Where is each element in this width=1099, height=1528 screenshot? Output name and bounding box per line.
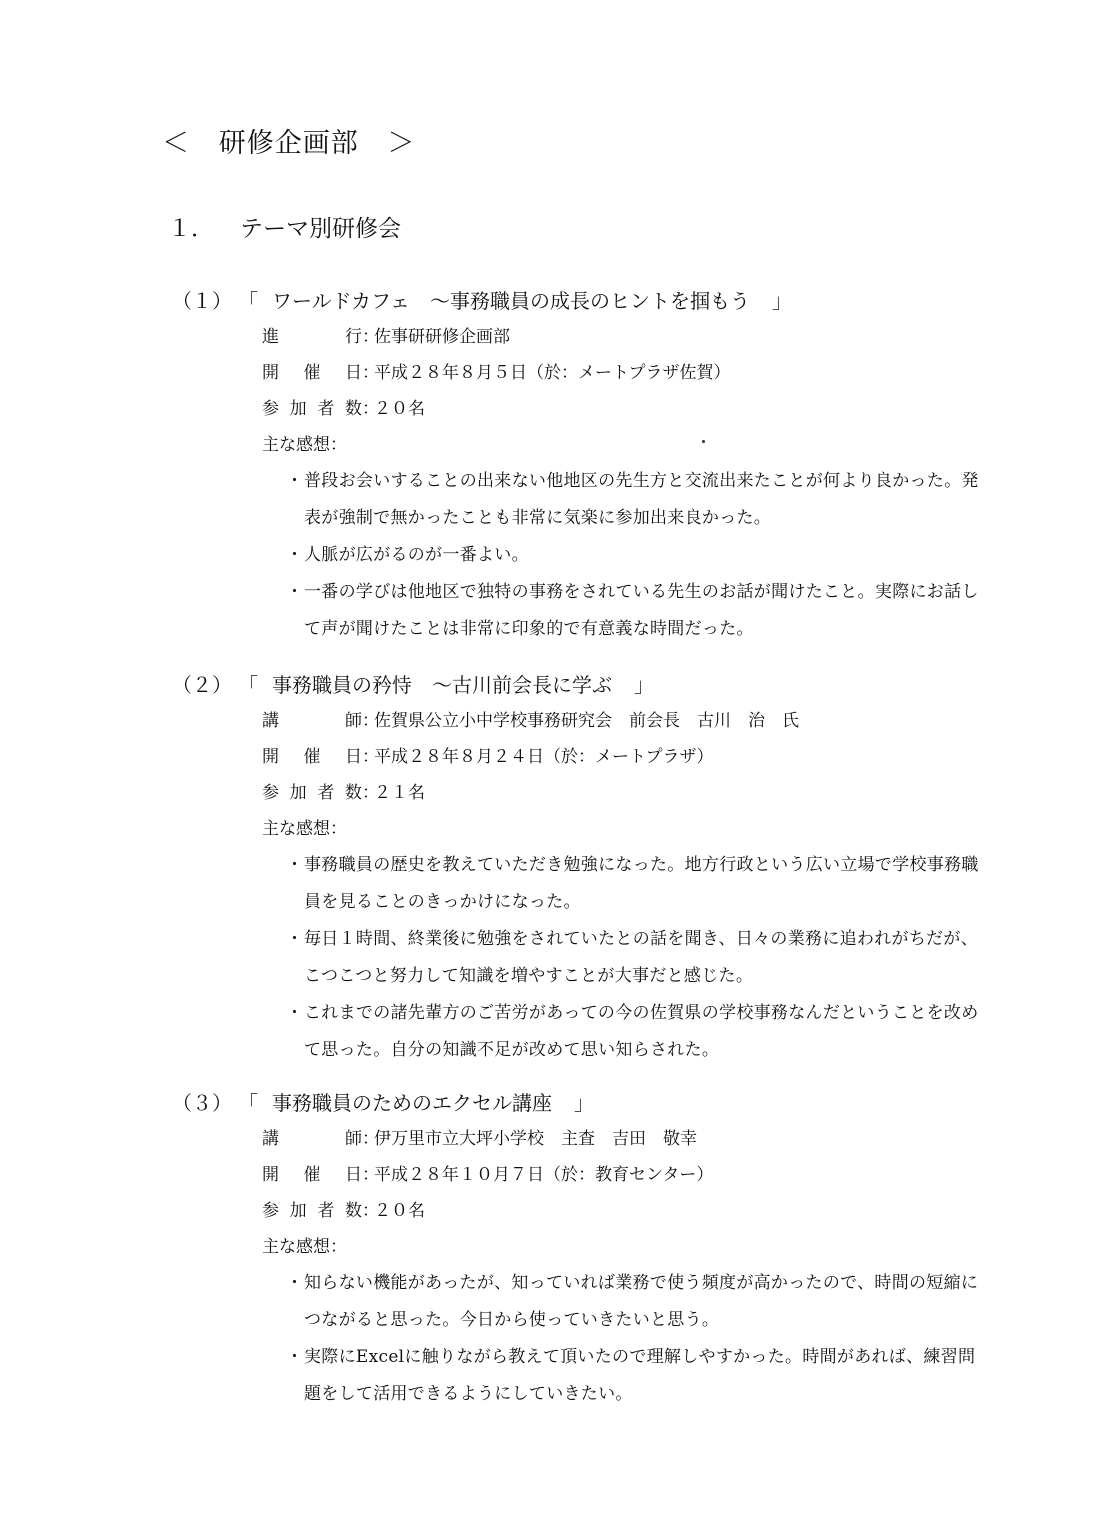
detail-row-participants (262, 775, 1002, 811)
detail-label: 開催日 (262, 363, 362, 383)
detail-label: 参加者数 (262, 1201, 362, 1221)
session-heading (172, 285, 1002, 317)
detail-value: ２０名 (374, 1201, 425, 1221)
open-bracket: 「 (238, 289, 258, 313)
impression-text: 普段お会いすることの出来ない他地区の先生方と交流出来たことが何より良かった。発表が強制で無かったことも非常に気楽に参加出来良かった。 (304, 471, 979, 528)
detail-row-participants (262, 1193, 1002, 1229)
impression-item (286, 537, 986, 574)
session-details (262, 319, 1002, 648)
detail-row-date (262, 739, 1002, 775)
department-heading (162, 124, 416, 164)
detail-value: 平成２８年８月２４日（於：メートプラザ） (374, 747, 714, 767)
detail-row-lecturer (262, 703, 1002, 739)
session-title: 事務職員の矜恃 ～古川前会長に学ぶ (272, 673, 612, 697)
close-bracket: 」 (772, 289, 792, 313)
detail-label: 講師 (262, 1129, 362, 1149)
impression-item (286, 1265, 986, 1339)
impression-text: 事務職員の歴史を教えていただき勉強になった。地方行政という広い立場で学校事務職員を見ることのきっかけになった。 (304, 855, 979, 912)
session-heading (172, 669, 1002, 701)
close-bracket: 」 (574, 1091, 594, 1115)
bullet-mark: ・ (286, 929, 304, 949)
session-details (262, 703, 1002, 1069)
session-2 (172, 669, 1002, 1069)
bullet-mark: ・ (286, 545, 304, 565)
impression-item (286, 463, 986, 537)
impression-item (286, 921, 986, 995)
impression-text: 知らない機能があったが、知っていれば業務で使う頻度が高かったので、時間の短縮につながると思った。今日から使っていきたいと思う。 (304, 1273, 979, 1330)
open-bracket: 「 (238, 1091, 258, 1115)
bullet-mark: ・ (286, 855, 304, 875)
colon: ： (362, 711, 379, 731)
impressions-label: 主な感想： (262, 435, 347, 455)
session-1 (172, 285, 1002, 648)
section-number: １． (168, 216, 214, 242)
bullet-mark: ・ (286, 582, 304, 602)
detail-value: 平成２８年８月５日（於：メートプラザ佐賀） (374, 363, 731, 383)
session-title: ワールドカフェ ～事務職員の成長のヒントを掴もう (272, 289, 750, 313)
section-title: テーマ別研修会 (240, 216, 401, 242)
impression-text: 実際にExcelに触りながら教えて頂いたので理解しやすかった。時間があれば、練習問題をして活用できるようにしていきたい。 (304, 1347, 976, 1404)
bullet-mark: ・ (286, 471, 304, 491)
detail-label: 参加者数 (262, 783, 362, 803)
detail-label: 開催日 (262, 747, 362, 767)
colon: ： (362, 399, 379, 419)
impression-text: 人脈が広がるのが一番よい。 (304, 545, 529, 565)
detail-row-date (262, 355, 1002, 391)
detail-label: 進行 (262, 327, 362, 347)
impressions-list (286, 1265, 986, 1413)
session-number: （１） (172, 289, 232, 313)
impression-item (286, 574, 986, 648)
open-bracket: 「 (238, 673, 258, 697)
bullet-mark: ・ (286, 1003, 304, 1023)
close-bracket: 」 (634, 673, 654, 697)
bullet-mark: ・ (286, 1347, 304, 1367)
department-close-mark: ＞ (387, 128, 416, 159)
session-details (262, 1121, 1002, 1413)
colon: ： (362, 783, 379, 803)
impression-text: 一番の学びは他地区で独特の事務をされている先生のお話が聞けたこと。実際にお話して声が聞けたことは非常に印象的で有意義な時間だった。 (304, 582, 979, 639)
detail-label: 講師 (262, 711, 362, 731)
detail-row-lecturer (262, 1121, 1002, 1157)
bullet-mark: ・ (286, 1273, 304, 1293)
session-number: （２） (172, 673, 232, 697)
detail-row-date (262, 1157, 1002, 1193)
detail-label: 開催日 (262, 1165, 362, 1185)
department-open-mark: ＜ (162, 128, 190, 159)
impressions-list (286, 463, 986, 648)
detail-value: 平成２８年１０月７日（於：教育センター） (374, 1165, 714, 1185)
session-3 (172, 1087, 1002, 1413)
session-number: （３） (172, 1091, 232, 1115)
colon: ： (362, 1129, 379, 1149)
session-heading (172, 1087, 1002, 1119)
detail-value: 佐事研研修企画部 (374, 327, 510, 347)
department-title: 研修企画部 (218, 128, 359, 159)
detail-value: ２１名 (374, 783, 425, 803)
impressions-label: 主な感想： (262, 1237, 347, 1257)
impressions-label: 主な感想： (262, 819, 347, 839)
impression-text: これまでの諸先輩方のご苦労があっての今の佐賀県の学校事務なんだということを改めて思った。自分の知識不足が改めて思い知らされた。 (304, 1003, 979, 1060)
impression-item (286, 847, 986, 921)
detail-label: 参加者数 (262, 399, 362, 419)
impression-item (286, 1339, 986, 1413)
colon: ： (362, 1201, 379, 1221)
impression-item (286, 995, 986, 1069)
colon: ： (362, 363, 379, 383)
impressions-list (286, 847, 986, 1069)
impression-text: 毎日１時間、終業後に勉強をされていたとの話を聞き、日々の業務に追われがちだが、こつこつと努力して知識を増やすことが大事だと感じた。 (304, 929, 979, 986)
colon: ： (362, 747, 379, 767)
colon: ： (362, 1165, 379, 1185)
detail-value: ２０名 (374, 399, 425, 419)
detail-value: 伊万里市立大坪小学校 主査 吉田 敬幸 (374, 1129, 697, 1149)
detail-row-facilitator (262, 319, 1002, 355)
scan-speck (702, 440, 705, 443)
detail-value: 佐賀県公立小中学校事務研究会 前会長 古川 治 氏 (374, 711, 799, 731)
detail-row-participants (262, 391, 1002, 427)
section-heading (168, 211, 401, 247)
colon: ： (362, 327, 379, 347)
session-title: 事務職員のためのエクセル講座 (272, 1091, 552, 1115)
